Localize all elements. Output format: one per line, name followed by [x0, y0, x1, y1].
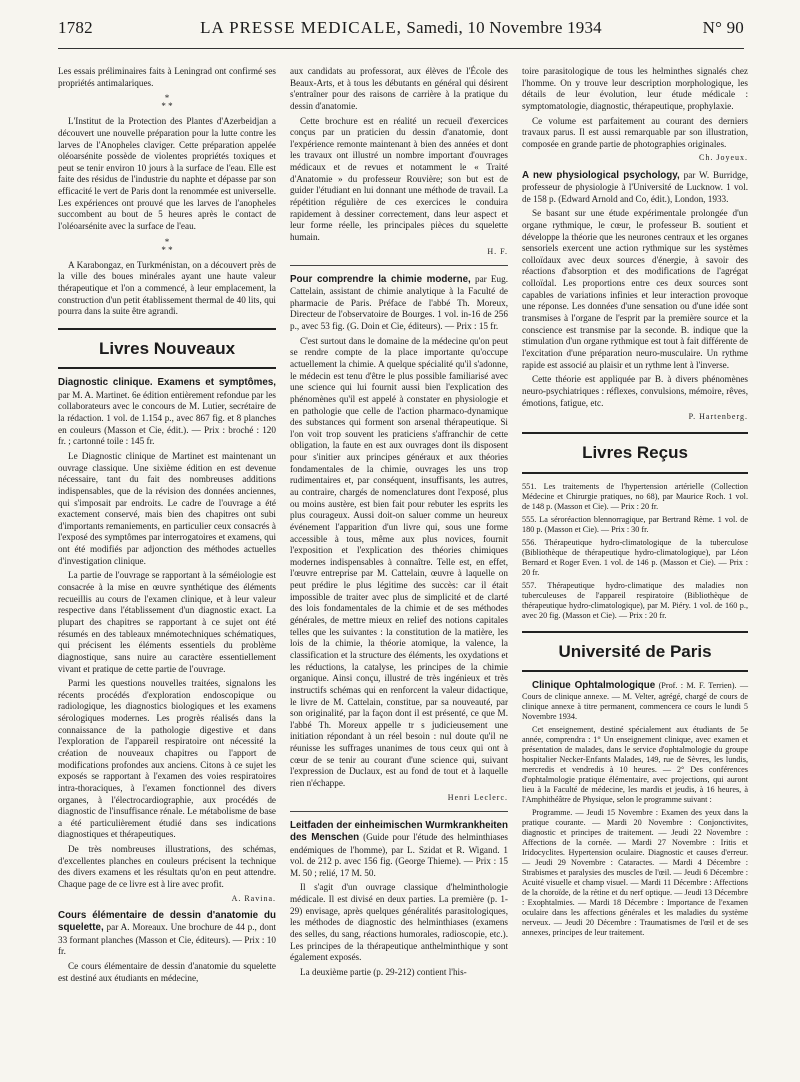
paragraph: Il s'agit d'un ouvrage classique d'helminthologie médicale. Il est divisé en deux parties. La première (p. 1-29) envisage, après quelques généralités parasitologiques, les méthodes de diagnostic des helminthiases (examens des selles, du sang, réactions humorales, radioscopie, etc.). Les principes de la thérapeutique anthelminthique y sont également exposés. [290, 882, 508, 963]
book-ref: par A. Moreaux. Une brochure de 44 p., dont 33 formant planches (Masson et Cie, éditeurs). — Prix : 10 fr. [58, 922, 276, 957]
list-item: 555. La séroréaction blennorragique, par Bertrand Rème. 1 vol. de 180 p. (Masson et Cie). — Prix : 30 fr. [522, 514, 748, 534]
book-title: A new physiological psychology, [522, 169, 680, 181]
paragraph: Cette brochure est en réalité un recueil d'exercices conçus par un praticien du dessin d'anatomie, dont l'expérience remonte maintenant à bien des années et dont les travaux ont illustré un nombre important d'ouvrages médicaux et de revues et notamment le « Traité d'Anatomie » du professeur Rouvière; son but est de guider l'étudiant en lui donnant une méthode de travail. La répétition régulière de ces exercices le conduira rapidement à dessiner correctement, dans leur aspect et leur forme réelle, les principales pièces du squelette humain. [290, 115, 508, 242]
received-books-list [522, 482, 748, 621]
paragraph: Parmi les questions nouvelles traitées, signalons les récents procédés d'exploration endoscopique ou radiologique, les diagnostics biologiques et les examens sérologiques modernes. Les progrès réalisés dans la connaissance de la pathologie digestive et dans l'exploration de l'appareil respiratoire ont nécessité la création de nouveaux chapitres ou l'apport de modifications profondes aux anciens. Citons à ce sujet les exposés se rapportant à l'examen des voies respiratoires intra-thoraciques, à l'examen fonctionnel des divers organes, à l'électrocardiographie, aux procédés de diagnostic de l'insuffisance rénale. Le métabolisme de base a été particulièrement étudié dans ses indications diagnostiques et thérapeutiques. [58, 678, 276, 840]
section-title-livres-nouveaux: Livres Nouveaux [58, 328, 276, 370]
separator-asterism: * * * [161, 93, 173, 112]
book-entry [290, 820, 508, 880]
book-ref: par W. Burridge, professeur de physiologie à l'Université de Lucknow. 1 vol. de 158 p. (Edward Arnold and Co, édit.), London, 1933. [522, 169, 749, 204]
paragraph: Le Diagnostic clinique de Martinet est maintenant un ouvrage classique. Une sixième édition en est devenue nécessaire, tant du fait des nombreuses additions indispensables, que de la révision des données anciennes, qui s'imposait par endroits. Le cadre de l'ouvrage a été exactement conservé, mais bien des chapitres ont subi d'importants remaniements, en particulier ceux consacrés à l'exposé des symptômes par interrogatoires et examens, qui ont été modifiés par adjonction des méthodes actuelles d'investigation clinique. [58, 450, 277, 566]
section-title-universite: Université de Paris [522, 631, 748, 673]
paragraph: Ce volume est parfaitement au courant des derniers travaux parus. Il est aussi remarquable par son illustration, composée en grande partie de photographies originales. [522, 115, 748, 149]
book-entry [58, 377, 276, 448]
paragraph: La partie de l'ouvrage se rapportant à la séméiologie est consacrée à la mise en œuvre synthétique des éléments recueillis au cours de l'examen clinique, et à leur valeur respective dans l'établissement d'un diagnostic exact. La plupart des chapitres se rapportant à ce sujet ont été résumés en des tableaux mnémotechniques schématiques, qui précisent les éléments essentiels du problème diagnostique, sans nuire au caractère essentiellement vivant et pratique de cette partie de l'ouvrage. [58, 570, 276, 674]
divider [290, 811, 508, 812]
paragraph: C'est surtout dans le domaine de la médecine qu'on peut se rendre compte de la place importante qu'occupe actuellement la chimie. A quelque spécialité qu'il s'adonne, le médecin est tenu d'être le plus possible familiarisé avec une science qui lui fournit aussi bien l'explication des phénomènes qu'il est appelé à constater en physiologie et en pathologie que celle de l'action pharmaco-dynamique des substances qui forment son arsenal thérapeutique. Si l'on voit trop souvent les praticiens s'affranchir de cette obligation, la faute en est aux ouvrages dont ils disposent pour s'initier aux principes généraux et aux théories fondamentales de la chimie, ouvrages les uns trop rudimentaires et, par conséquent, insuffisants, les autres, au contraire, chargés de nomenclatures dont l'exposé, plus ou moins austère, est bien fait pour rebuter les esprits les plus courageux. Aussi doit-on saluer comme un heureux événement l'apparition d'un livre qui, sous une forme accessible à tous, même aux plus novices, fournit l'exposition et l'explication des théories chimiques modernes indispensables à connaître. Telle est, en effet, l'œuvre entreprise par M. Cattelain, œuvre à laquelle on peut prédire le plus légitime des succès: car il était impossible de traiter avec plus de simplicité et de clarté des lois fondamentales de la chimie et de ses méthodes générales, de mettre mieux en relief des notions capitales telles que les suivantes : la constitution de la matière, les lois de la chimie, la théorie atomique, la valence, la classification et la structure des éléments, les oxydations et les réductions, la catalyse, les principes de la chimie organique. Ainsi conçu, illustré de très ingénieux et très instructifs schémas qui en renforcent la valeur didactique, le livre de M. Cattelain, constitue, par sa nouveauté, par son originalité, par la façon dont il est présenté, ce que M. l'abbé Th. Moreux appelle tr s judicieusement une initiation répondant à un réel besoin : nul doute qu'il ne réunisse les suffrages unanimes de tous ceux qui ont à cœur de se tenir au courant d'une science qui, suivant l'expression de Duclaux, est au fond de tout et à laquelle rien n'échappe. [290, 335, 508, 789]
paragraph: Ce cours élémentaire de dessin d'anatomie du squelette est destiné aux étudiants en médecine, [58, 960, 276, 983]
paragraph: De très nombreuses illustrations, des schémas, d'excellentes planches en couleurs précisent la technique des divers examens et les résultats qu'on en peut attendre. Chaque page de ce livre est à lire avec profit. [58, 844, 276, 890]
book-entry [58, 910, 276, 958]
column-1 [58, 66, 276, 987]
signature: Ch. Joyeux. [699, 153, 748, 163]
paragraph: L'Institut de la Protection des Plantes d'Azerbeidjan a découvert une nouvelle préparation pour la lutte contre les larves de l'Anopheles claviger. Cette préparation appelée oléoarsénite possède de violentes propriétés toxiques et peut se tenir environ 10 jours à la surface de l'eau. Elle est faite des résidus de l'industrie du naphte et dépasse par son efficacité le vert de Paris dont la renommée est universelle. Les expériences ont prouvé que les larves de l'anopheles succombent au bout de 5 heures après le contact de l'oléoarsénite avec la surface de l'eau. [58, 116, 276, 232]
signature: P. Hartenberg. [688, 412, 748, 422]
book-ref: par M. A. Martinet. 6e édition entièrement refondue par les collaborateurs avec le concours de M. Lutier, secrétaire de la rédaction. 1 vol. de 1.154 p., avec 867 fig. et 8 planches en couleurs (Masson et Cie, édit.). — Prix : broché : 120 fr. ; cartonné toile : 145 fr. [58, 389, 276, 447]
paragraph: aux candidats au professorat, aux élèves de l'École des Beaux-Arts, et à tous les débutants en général qui désirent s'entraîner pour des raisons de carrière à la pratique du dessin d'anatomie. [290, 66, 508, 111]
book-title: Diagnostic clinique. Examens et symptômes, [58, 377, 276, 389]
paragraph: Programme. — Jeudi 15 Novembre : Examen des yeux dans la pratique courante. — Mardi 20 Novembre : Conjonctivites, diagnostic et principes de traitement. — Jeudi 22 Novembre : Affections de la cornée. — Mardi 27 Novembre : Iritis et Iridocyclites. Hypertension oculaire. Diagnostic et causes d'erreur. — Jeudi 29 Novembre : Cataractes. — Mardi 4 Décembre : Strabismes et paralysies des muscles de l'œil. — Jeudi 6 Décembre : Acuité visuelle et champ visuel. — Mardi 11 Décembre : Affections de la choroïde, de la rétine et du nerf optique. — Jeudi 13 Décembre : Exophtalmies. — Mardi 18 Décembre : Importance de l'examen oculaire dans les affections générales et les maladies du système nerveux. — Jeudi 20 Décembre : Traumatismes de l'œil et de ses annexes, principes de leur traitement. [522, 808, 748, 938]
signature: Henri Leclerc. [447, 792, 508, 802]
book-ref: par Eug. Cattelain, assistant de chimie analytique à la Faculté de pharmacie de Paris. Préface de l'abbé Th. Moreux, Directeur de l'observatoire de Bourges. 1 vol. in-16 de 256 p., avec 53 fig. (G. Doin et Cie, éditeurs). — Prix : 15 fr. [290, 273, 509, 332]
notice-entry [522, 680, 748, 722]
paragraph: Se basant sur une étude expérimentale prolongée d'un organe rythmique, le cœur, le professeur B. soutient et développe la théorie que les neurones centraux et les organes sensoriels exercent une action rythmique sur les systèmes colloïdaux avec deux sources d'énergie, à savoir des réactions d'absorption et des modifications de l'agrégat colloïdal. Les proportions entre ces deux sources sont capables de variations infinies et leur interaction provoque une réponse. Les données d'une sensation ou d'une idée sont transmises à l'organe de l'esprit par la première source et la conscience est transmise par la seconde. B. indique que la stimulation d'un organe rythmique est tout à fait différente de l'excitation d'une préparation neuro-musculaire. Un rythme rapide est associé au plaisir et un rythme lent à l'inverse. [522, 208, 748, 370]
list-item: 551. Les traitements de l'hypertension artérielle (Collection Médecine et Chirurgie pratiques, no 68), par Maurice Roch. 1 vol. de 148 p. (Masson et Cie). — Prix : 20 fr. [522, 481, 748, 511]
book-entry [290, 274, 508, 333]
notice-text: (Prof. : M. F. Terrien). — Cours de clinique annexe. — M. Velter, agrégé, chargé de cours de clinique annexe à titre permanent, commencera ce cours le lundi 5 Novembre 1934. [522, 681, 749, 722]
paragraph: Cet enseignement, destiné spécialement aux étudiants de 5e année, comprendra : 1° Un enseignement clinique, avec examen et présentation de malades, dans le service d'ophtalmologie du groupe hospitalier Necker-Enfants Malades, 149, rue de Sèvres, les lundis, mercredis et vendredis à 10 heures. — 2° Des conférences d'ophtalmologie pratique élémentaire, avec projections, qui auront lieu à la Faculté de médecine, les mardis et jeudis, à 16 heures, à l'Amphithéâtre de Physique, selon le programme suivant : [522, 725, 748, 805]
page-header [58, 18, 744, 49]
signature: A. Ravina. [231, 893, 276, 903]
journal-name: LA PRESSE MEDICALE, [200, 18, 402, 37]
university-notice [522, 680, 748, 938]
paragraph: toire parasitologique de tous les helminthes signalés chez l'homme. On y trouve leur description morphologique, les détails de leur évolution, leur étude médicale : symptomatologie, diagnostic, thérapeutique, prophylaxie. [522, 66, 748, 111]
section-title-livres-recus: Livres Reçus [522, 432, 748, 474]
book-title: Leitfaden der einheimischen Wurmkrankheiten des Menschen [290, 819, 508, 844]
journal-title [128, 18, 674, 38]
separator-asterism: * * * [161, 236, 173, 255]
paragraph: La deuxième partie (p. 29-212) contient l'his- [300, 966, 467, 977]
book-ref: (Guide pour l'étude des helminthiases endémiques de l'homme), par L. Szidat et R. Wigand. 1 vol. de 212 p. avec 156 fig. (George Thieme). — Prix : 15 M. 50 ; relié, 17 M. 50. [290, 832, 509, 878]
issue-date: Samedi, 10 Novembre 1934 [406, 18, 602, 37]
column-2 [290, 66, 508, 982]
column-3 [522, 66, 748, 941]
paragraph: Cette théorie est appliquée par B. à divers phénomènes neuro-psychiatriques : réflexes, convulsions, mémoire, rêves, émotions, fatigue, etc. [522, 374, 748, 408]
divider [290, 265, 508, 266]
signature: H. F. [487, 246, 508, 256]
issue-number: N° 90 [702, 18, 744, 37]
page-number: 1782 [58, 18, 93, 37]
book-entry [522, 170, 748, 206]
list-item: 557. Thérapeutique hydro-climatique des maladies non tuberculeuses de l'appareil respiratoire (Bibliothèque de thérapeutique hydro-climatologique), par M. Piéry. 1 vol. de 160 p., avec 20 fig. (Masson et Cie). — Prix : 20 fr. [522, 580, 748, 620]
paragraph: A Karabongaz, en Turkménistan, on a découvert près de la ville des boues minérales ayant une haute valeur thérapeutique et l'on a commencé, à leur emplacement, la construction d'un petit établissement thermal de 40 lits, qui pourra dans la suite être agrandi. [58, 259, 276, 317]
book-title: Pour comprendre la chimie moderne, [290, 273, 471, 285]
book-title: Cours élémentaire de dessin d'anatomie du squelette, [58, 909, 276, 934]
paragraph: Les essais préliminaires faits à Leningrad ont confirmé ses propriétés antimalariques. [58, 66, 276, 88]
list-item: 556. Thérapeutique hydro-climatologique de la tuberculose (Bibliothèque de thérapeutique hydro-climatologique), par Léon Bernard et Roger Even. 1 vol. de 146 p. (Masson et Cie). — Prix : 20 fr. [522, 537, 748, 577]
notice-title: Clinique Ophtalmologique [532, 680, 656, 692]
